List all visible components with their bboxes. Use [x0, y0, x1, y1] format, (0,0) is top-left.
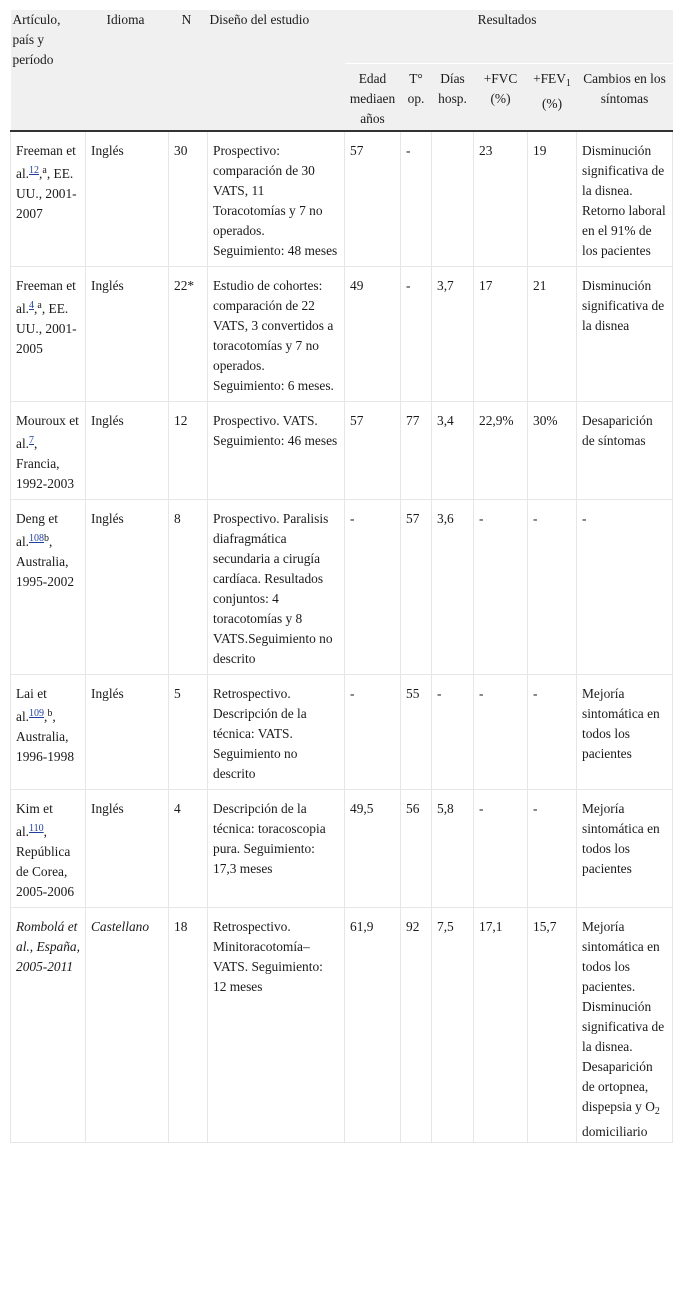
fev-sub: 1	[565, 78, 571, 89]
col-header-top: T° op.	[401, 64, 432, 132]
results-table	[10, 10, 673, 1143]
cell-fev: -	[528, 675, 577, 790]
cell-fvc: 17,1	[474, 908, 528, 1143]
cell-idioma: Inglés	[86, 500, 169, 675]
col-header-cambios: Cambios en los síntomas	[577, 64, 673, 132]
cell-top: -	[401, 131, 432, 267]
cell-fvc: -	[474, 500, 528, 675]
cell-n: 5	[169, 675, 208, 790]
cell-idioma: Inglés	[86, 790, 169, 908]
table-row	[11, 790, 673, 908]
table-row	[11, 500, 673, 675]
cell-cambios: Mejoría sintomática en todos los pacientes	[577, 675, 673, 790]
cell-articulo: Kim et al.$^{110}$, República de Corea, 2005-2006	[11, 790, 86, 908]
cell-idioma: Inglés	[86, 402, 169, 500]
cell-top: 92	[401, 908, 432, 1143]
cell-cambios: Desaparición de síntomas	[577, 402, 673, 500]
cell-fvc: -	[474, 675, 528, 790]
col-header-edad: Edad mediaen años	[345, 64, 401, 132]
col-header-idioma: Idioma	[86, 10, 169, 131]
cell-diseno: Prospectivo. Paralisis diafragmática secundaria a cirugía cardíaca. Resultados conjuntos: 4 toracotomías y 8 VATS.Seguimiento no descrito	[208, 500, 345, 675]
cell-diseno: Estudio de cohortes: comparación de 22 VATS, 3 convertidos a toracotomías y 7 no operados. Seguimiento: 6 meses.	[208, 267, 345, 402]
ref-link[interactable]: 7	[29, 435, 35, 446]
table-row	[11, 131, 673, 267]
cell-fvc: 23	[474, 131, 528, 267]
cell-cambios: Disminución significativa de la disnea. Retorno laboral en el 91% de los pacientes	[577, 131, 673, 267]
cell-fvc: -	[474, 790, 528, 908]
cell-dias: -	[432, 675, 474, 790]
ref-link[interactable]: 108	[29, 533, 45, 544]
cell-top: -	[401, 267, 432, 402]
cell-top: 56	[401, 790, 432, 908]
table-row	[11, 675, 673, 790]
col-header-fev	[528, 64, 577, 132]
col-header-dias: Días hosp.	[432, 64, 474, 132]
col-header-resultados: Resultados	[345, 10, 673, 64]
cell-fev: 30%	[528, 402, 577, 500]
col-header-diseno: Diseño del estudio	[208, 10, 345, 131]
cell-edad: 49,5	[345, 790, 401, 908]
cell-fev: -	[528, 500, 577, 675]
ref-link[interactable]: 109	[29, 708, 45, 719]
cell-idioma: Inglés	[86, 131, 169, 267]
cell-fev: -	[528, 790, 577, 908]
cell-n: 8	[169, 500, 208, 675]
cell-articulo: Freeman et al.$^{12}$,$^a$, EE. UU., 2001-2007	[11, 131, 86, 267]
cell-diseno: Retrospectivo. Descripción de la técnica: VATS. Seguimiento no descrito	[208, 675, 345, 790]
table-row	[11, 402, 673, 500]
cell-dias	[432, 131, 474, 267]
cell-fev: 21	[528, 267, 577, 402]
table-body	[11, 131, 673, 1143]
cell-edad: 61,9	[345, 908, 401, 1143]
cell-top: 57	[401, 500, 432, 675]
cell-dias: 3,6	[432, 500, 474, 675]
cell-idioma: Inglés	[86, 675, 169, 790]
cell-top: 77	[401, 402, 432, 500]
cell-diseno: Prospectivo. VATS. Seguimiento: 46 meses	[208, 402, 345, 500]
col-header-fvc: +FVC (%)	[474, 64, 528, 132]
cell-cambios: -	[577, 500, 673, 675]
cell-cambios: Mejoría sintomática en todos los pacientes	[577, 790, 673, 908]
ref-link[interactable]: 110	[29, 823, 44, 834]
fev-prefix: +FEV	[533, 71, 566, 86]
cell-diseno: Retrospectivo. Minitoracotomía–VATS. Seguimiento: 12 meses	[208, 908, 345, 1143]
cell-edad: -	[345, 500, 401, 675]
cell-articulo: Deng et al.$^{108b}$, Australia, 1995-2002	[11, 500, 86, 675]
cell-idioma: Castellano	[86, 908, 169, 1143]
cell-diseno: Prospectivo: comparación de 30 VATS, 11 Toracotomías y 7 no operados. Seguimiento: 48 meses	[208, 131, 345, 267]
cell-fev: 15,7	[528, 908, 577, 1143]
ref-link[interactable]: 12	[29, 165, 40, 176]
cell-edad: 49	[345, 267, 401, 402]
cell-articulo: Mouroux et al.$^7$, Francia, 1992-2003	[11, 402, 86, 500]
cell-dias: 5,8	[432, 790, 474, 908]
cell-edad: 57	[345, 402, 401, 500]
cell-fev: 19	[528, 131, 577, 267]
col-header-n: N	[169, 10, 208, 131]
cell-articulo: Rombolá et al., España, 2005-2011	[11, 908, 86, 1143]
cell-top: 55	[401, 675, 432, 790]
cell-cambios: Disminución significativa de la disnea	[577, 267, 673, 402]
cell-edad: 57	[345, 131, 401, 267]
cell-n: 12	[169, 402, 208, 500]
fev-suffix: (%)	[541, 96, 563, 111]
cell-diseno: Descripción de la técnica: toracoscopia pura. Seguimiento: 17,3 meses	[208, 790, 345, 908]
cell-dias: 7,5	[432, 908, 474, 1143]
table-row	[11, 908, 673, 1143]
cell-articulo: Freeman et al.$^4$,$^a$, EE. UU., 2001-2005	[11, 267, 86, 402]
cell-fvc: 17	[474, 267, 528, 402]
cell-cambios: Mejoría sintomática en todos los pacientes. Disminución significativa de la disnea. Desaparición de ortopnea, dispepsia y $O_2$ domiciliario	[577, 908, 673, 1143]
table-row	[11, 267, 673, 402]
table-header	[11, 10, 673, 131]
cell-n: 30	[169, 131, 208, 267]
cell-dias: 3,7	[432, 267, 474, 402]
cell-n: 22*	[169, 267, 208, 402]
cell-n: 18	[169, 908, 208, 1143]
cell-n: 4	[169, 790, 208, 908]
cell-fvc: 22,9%	[474, 402, 528, 500]
col-header-articulo: Artículo, país y período	[11, 10, 86, 131]
cell-articulo: Lai et al.$^{109}$,$^b$, Australia, 1996-1998	[11, 675, 86, 790]
cell-edad: -	[345, 675, 401, 790]
cell-idioma: Inglés	[86, 267, 169, 402]
ref-link[interactable]: 4	[29, 300, 35, 311]
cell-dias: 3,4	[432, 402, 474, 500]
